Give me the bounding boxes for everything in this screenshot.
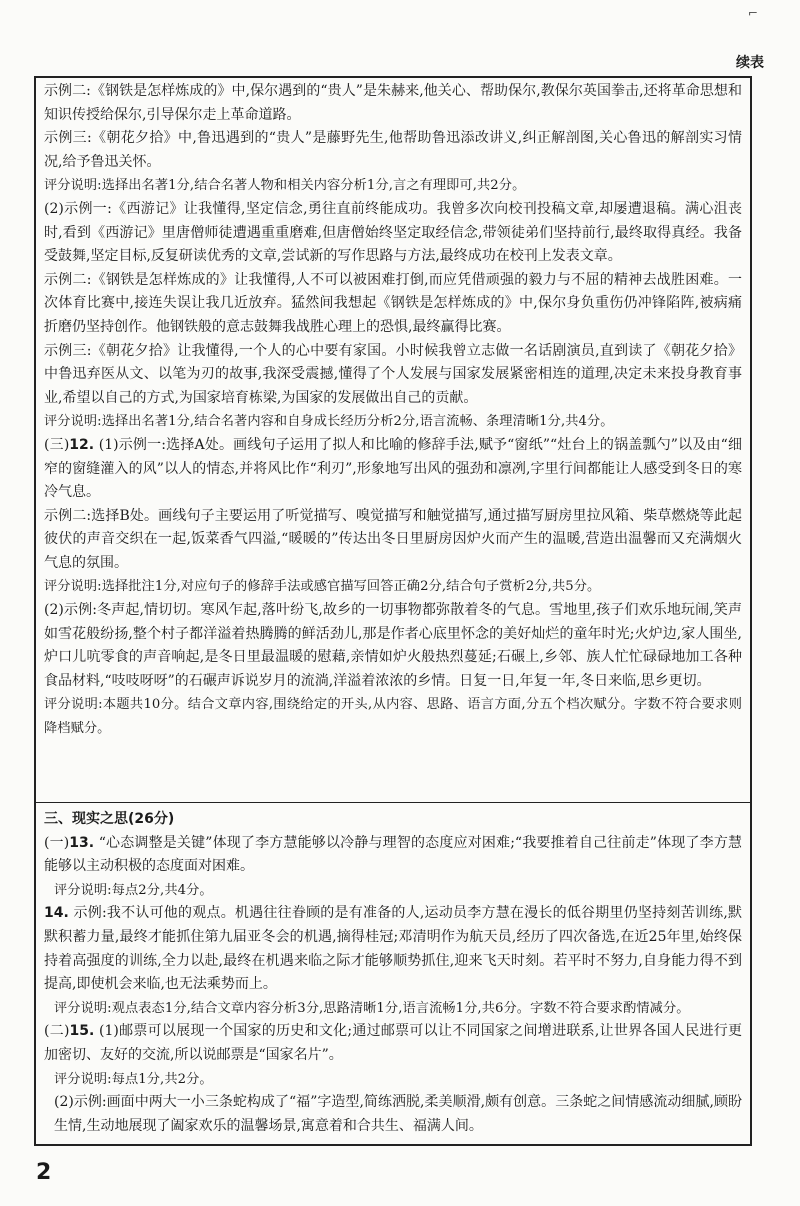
answer-paragraph	[44, 1020, 742, 1067]
answer-paragraph: (2)示例:画面中两大一小三条蛇构成了“福”字造型,简练洒脱,柔美顺滑,颇有创意。三条蛇之间情感流动细腻,顾盼生情,生动地展现了阖家欢乐的温馨场景,寓意着和合共生、福满人间。	[54, 1094, 742, 1134]
answer-paragraph	[44, 434, 742, 505]
section-divider	[36, 802, 750, 803]
answer-text: “心态调整是关键”体现了李方慧能够以冷静与理智的态度应对困难;“我要推着自己往前走”体现了李方慧能够以主动积极的态度面对困难。	[44, 834, 742, 875]
answer-paragraph: 示例二:《钢铁是怎样炼成的》中,保尔遇到的“贵人”是朱赫来,他关心、帮助保尔,教保尔英国拳击,还将革命思想和知识传授给保尔,引导保尔走上革命道路。	[44, 83, 742, 123]
scoring-note: 评分说明:每点1分,共2分。	[54, 1071, 213, 1087]
scoring-note: 评分说明:每点2分,共4分。	[54, 882, 213, 898]
scoring-note: 评分说明:选择出名著1分,结合名著人物和相关内容分析1分,言之有理即可,共2分。	[44, 178, 526, 194]
corner-registration-mark: ⌐	[748, 6, 759, 20]
part-prefix: (二)	[44, 1023, 70, 1040]
answer-text: (1)邮票可以展现一个国家的历史和文化;通过邮票可以让不同国家之间增进联系,让世界各国人民进行更加密切、友好的交流,所以说邮票是“国家名片”。	[44, 1023, 742, 1063]
question-number: 13.	[69, 834, 95, 851]
answer-paragraph	[44, 832, 742, 879]
part-prefix: (三)	[44, 436, 70, 453]
answer-paragraph: 示例二:《钢铁是怎样炼成的》让我懂得,人不可以被困难打倒,而应凭借顽强的毅力与不屈的精神去战胜困难。一次体育比赛中,接连失误让我几近放弃。猛然间我想起《钢铁是怎样炼成的》中,保尔身负重伤仍冲锋陷阵,被病痛折磨仍坚持创作。他钢铁般的意志鼓舞我战胜心理上的恐惧,最终赢得比赛。	[44, 271, 742, 335]
answer-paragraph: 示例三:《朝花夕拾》中,鲁迅遇到的“贵人”是藤野先生,他帮助鲁迅添改讲义,纠正解剖图,关心鲁迅的解剖实习情况,给予鲁迅关怀。	[44, 130, 742, 170]
scoring-note: 评分说明:观点表态1分,结合文章内容分析3分,思路清晰1分,语言流畅1分,共6分。字数不符合要求酌情减分。	[54, 1000, 690, 1016]
answer-text: (1)示例一:选择A处。画线句子运用了拟人和比喻的修辞手法,赋予“窗纸”“灶台上的锅盖瓢勺”以及由“细窄的窗缝灌入的风”以人的情态,并将风比作“利刃”,形象地写出风的强劲和凛冽,字里行间都能让人感受到冬日的寒冷气息。	[44, 436, 742, 501]
answer-paragraph: 示例三:《朝花夕拾》让我懂得,一个人的心中要有家国。小时候我曾立志做一名话剧演员,直到读了《朝花夕拾》中鲁迅弃医从文、以笔为刃的故事,我深受震撼,懂得了个人发展与国家发展紧密相连的道理,决定未来投身教育事业,希望以自己的方式,为国家培育栋梁,为国家的发展做出自己的贡献。	[44, 342, 742, 406]
scoring-note: 评分说明:选择出名著1分,结合名著内容和自身成长经历分析2分,语言流畅、条理清晰1分,共4分。	[44, 414, 614, 430]
page-number: 2	[36, 1160, 52, 1185]
answer-paragraph: 示例二:选择B处。画线句子主要运用了听觉描写、嗅觉描写和触觉描写,通过描写厨房里拉风箱、柴草燃烧等此起彼伏的声音交织在一起,饭菜香气四溢,“暖暖的”传达出冬日里厨房因炉火而产生的温暖,营造出温馨而又充满烟火气息的氛围。	[44, 507, 742, 571]
question-number: 15.	[69, 1023, 95, 1040]
question-number: 12.	[69, 436, 95, 453]
question-number: 14.	[44, 905, 69, 922]
answer-paragraph: (2)示例一:《西游记》让我懂得,坚定信念,勇往直前终能成功。我曾多次向校刊投稿文章,却屡遭退稿。满心沮丧时,看到《西游记》里唐僧师徒遭遇重重磨难,但唐僧始终坚定取经信念,带领徒弟们坚持前行,最终取得真经。我备受鼓舞,坚定目标,反复研读优秀的文章,尝试新的写作思路与方法,最终成功在校刊上发表文章。	[44, 200, 742, 265]
continued-label: 续表	[736, 55, 764, 71]
scoring-note: 评分说明:选择批注1分,对应句子的修辞手法或感官描写回答正确2分,结合句子赏析2分,共5分。	[44, 579, 601, 595]
answer-text: 示例:我不认可他的观点。机遇往往眷顾的是有准备的人,运动员李方慧在漫长的低谷期里仍坚持刻苦训练,默默积蓄力量,最终才能抓住第九届亚冬会的机遇,摘得桂冠;邓清明作为航天员,经历了四次备选,在近25年里,始终保持着高强度的训练,全力以赴,最终在机遇来临之际才能够顺势抓住,迎来飞天时刻。若平时不努力,自身能力得不到提高,即使机会来临,也无法乘势而上。	[44, 905, 742, 993]
section-title: 三、现实之思(26分)	[44, 811, 175, 827]
part-prefix: (一)	[44, 834, 70, 851]
answer-paragraph	[44, 902, 742, 996]
scoring-note: 评分说明:本题共10分。结合文章内容,围绕给定的开头,从内容、思路、语言方面,分五个档次赋分。字数不符合要求则降档赋分。	[44, 697, 742, 737]
section-reality	[36, 808, 750, 1144]
section-reading	[36, 80, 750, 802]
answer-frame	[34, 76, 752, 1146]
answer-paragraph: (2)示例:冬声起,情切切。寒风乍起,落叶纷飞,故乡的一切事物都弥散着冬的气息。雪地里,孩子们欢乐地玩闹,笑声如雪花般纷扬,整个村子都洋溢着热腾腾的鲜活劲儿,那是作者心底里怀念的美好灿烂的童年时光;火炉边,家人围坐,炉口儿吭零食的声音响起,是冬日里最温暖的慰藉,亲情如炉火般热烈蔓延;石碾上,乡邻、族人忙忙碌碌地加工各种食品材料,“吱吱呀呀”的石碾声诉说岁月的流淌,洋溢着浓浓的乡情。日复一日,年复一年,冬日来临,思乡更切。	[44, 602, 742, 689]
